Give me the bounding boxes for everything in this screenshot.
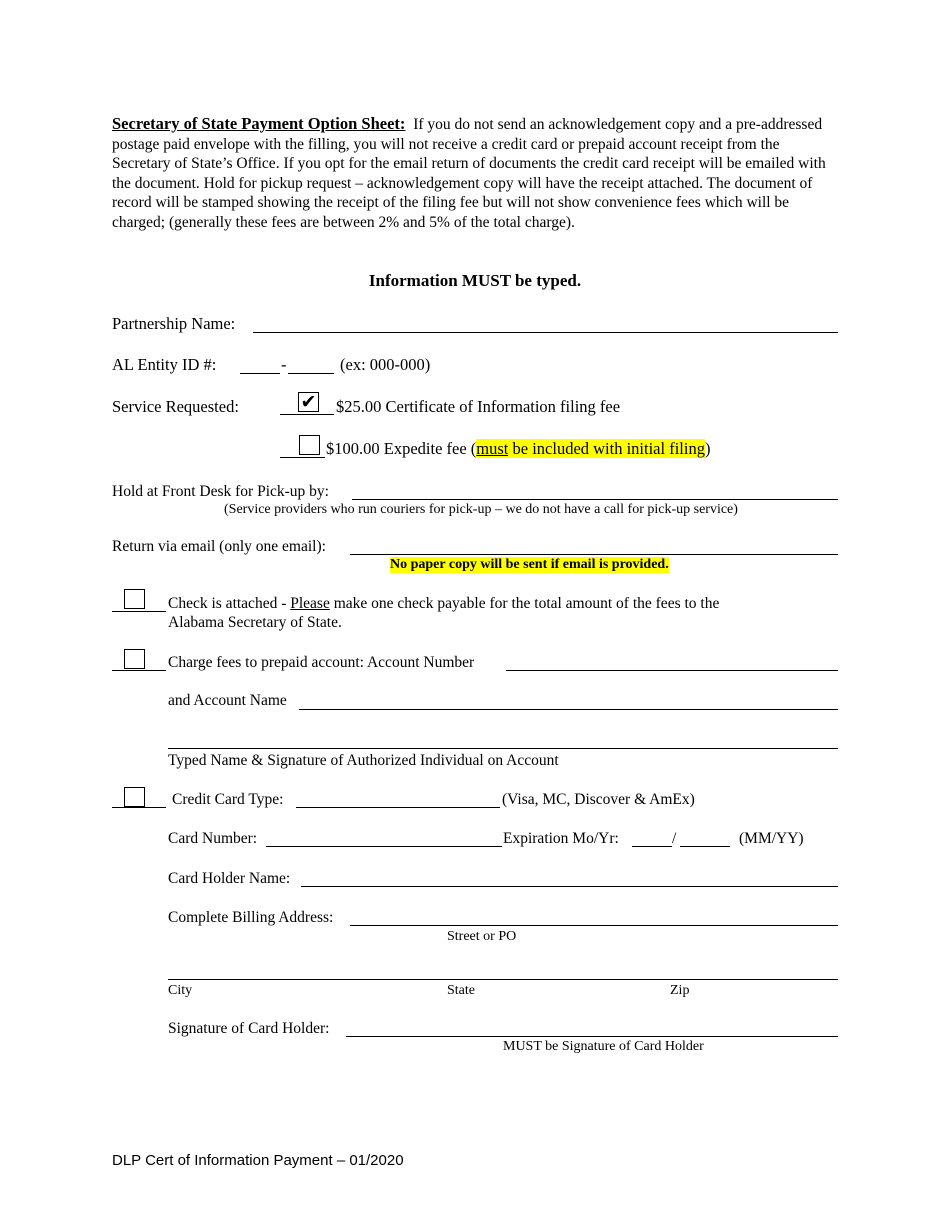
expedite-fee-text: $100.00 Expedite fee ( [326, 439, 477, 458]
billing-address-label: Complete Billing Address: [168, 909, 334, 926]
partnership-name-field[interactable] [253, 332, 838, 333]
card-number-field[interactable] [266, 846, 502, 847]
expedite-must: must [476, 439, 509, 458]
check-option-suffix: make one check payable for the total amount of the fees to the [329, 595, 720, 612]
entity-id-part2-field[interactable] [288, 373, 334, 374]
email-note: No paper copy will be sent if email is provided. [390, 557, 669, 572]
credit-card-type-label: Credit Card Type: [172, 791, 284, 808]
service-option1-text: $25.00 Certificate of Information filing fee [336, 397, 621, 416]
card-holder-name-field[interactable] [301, 886, 838, 887]
service-option1-underline [280, 414, 334, 415]
credit-option-underline [112, 807, 166, 808]
credit-card-type-hint: (Visa, MC, Discover & AmEx) [502, 791, 695, 808]
prepaid-account-name-field[interactable] [299, 709, 838, 710]
prepaid-option-checkbox[interactable] [124, 649, 145, 669]
service-option1-checkbox[interactable]: ✔ [298, 392, 319, 412]
intro-paragraph [112, 114, 840, 233]
zip-caption: Zip [670, 983, 690, 998]
service-requested-label: Service Requested: [112, 397, 239, 416]
service-option2-checkbox[interactable] [299, 435, 320, 455]
credit-card-type-field[interactable] [296, 807, 500, 808]
check-option-text [168, 595, 719, 613]
service-option2-underline [280, 457, 325, 458]
prepaid-account-number-label: Charge fees to prepaid account: Account Number [168, 654, 475, 671]
hold-label: Hold at Front Desk for Pick-up by: [112, 483, 329, 500]
footer-text: DLP Cert of Information Payment – 01/2020 [112, 1152, 404, 1169]
street-caption: Street or PO [447, 929, 517, 944]
card-holder-name-label: Card Holder Name: [168, 870, 291, 887]
partnership-name-label: Partnership Name: [112, 314, 236, 333]
check-option-line2: Alabama Secretary of State. [168, 614, 342, 631]
entity-id-example: (ex: 000-000) [340, 355, 431, 374]
prepaid-account-number-field[interactable] [506, 670, 838, 671]
intro-body: If you do not send an acknowledgement copy and a pre-addressed postage paid envelope with the filling, you will not receive a credit card or prepaid account receipt from the Secretary of State’s Office. If you opt for the email return of documents the credit card receipt will be emailed with the document. Hold for pickup request – acknowledgement copy will have the receipt attached. The document of record will be stamped showing the receipt of the filing fee but will not show convenience fees which will be charged; (generally these fees are between 2% and 5% of the total charge). [112, 116, 826, 231]
prepaid-signature-caption: Typed Name & Signature of Authorized Individual on Account [168, 752, 559, 769]
check-option-checkbox[interactable] [124, 589, 145, 609]
prepaid-option-underline [112, 670, 166, 671]
email-label: Return via email (only one email): [112, 538, 326, 555]
entity-id-label: AL Entity ID #: [112, 355, 217, 374]
prepaid-account-name-label: and Account Name [168, 692, 287, 709]
expiration-format: (MM/YY) [739, 830, 804, 847]
hold-field[interactable] [352, 499, 838, 500]
expiration-label: Expiration Mo/Yr: [503, 830, 619, 847]
check-option-please: Please [290, 595, 330, 612]
prepaid-signature-field[interactable] [168, 748, 838, 749]
signature-caption: MUST be Signature of Card Holder [503, 1039, 704, 1054]
card-number-label: Card Number: [168, 830, 258, 847]
city-caption: City [168, 983, 193, 998]
card-holder-signature-field[interactable] [346, 1036, 838, 1037]
email-field[interactable] [350, 554, 838, 555]
expedite-suffix: ) [704, 439, 711, 458]
entity-id-part1-field[interactable] [240, 373, 280, 374]
check-option-prefix: Check is attached - [168, 595, 291, 612]
credit-option-checkbox[interactable] [124, 787, 145, 807]
billing-street-field[interactable] [350, 925, 838, 926]
entity-id-dash: - [281, 355, 287, 374]
expiration-year-field[interactable] [680, 846, 730, 847]
typed-notice: Information MUST be typed. [368, 271, 582, 290]
service-option2-text [326, 439, 710, 459]
expedite-highlight: be included with initial filing [508, 439, 705, 458]
intro-lead: Secretary of State Payment Option Sheet: [112, 114, 406, 133]
check-option-underline [112, 611, 166, 612]
state-caption: State [447, 983, 475, 998]
hold-note: (Service providers who run couriers for pick-up – we do not have a call for pick-up service) [224, 502, 738, 517]
billing-city-state-zip-field[interactable] [168, 979, 838, 980]
expiration-month-field[interactable] [632, 846, 672, 847]
expiration-slash: / [672, 830, 677, 847]
card-holder-signature-label: Signature of Card Holder: [168, 1020, 330, 1037]
